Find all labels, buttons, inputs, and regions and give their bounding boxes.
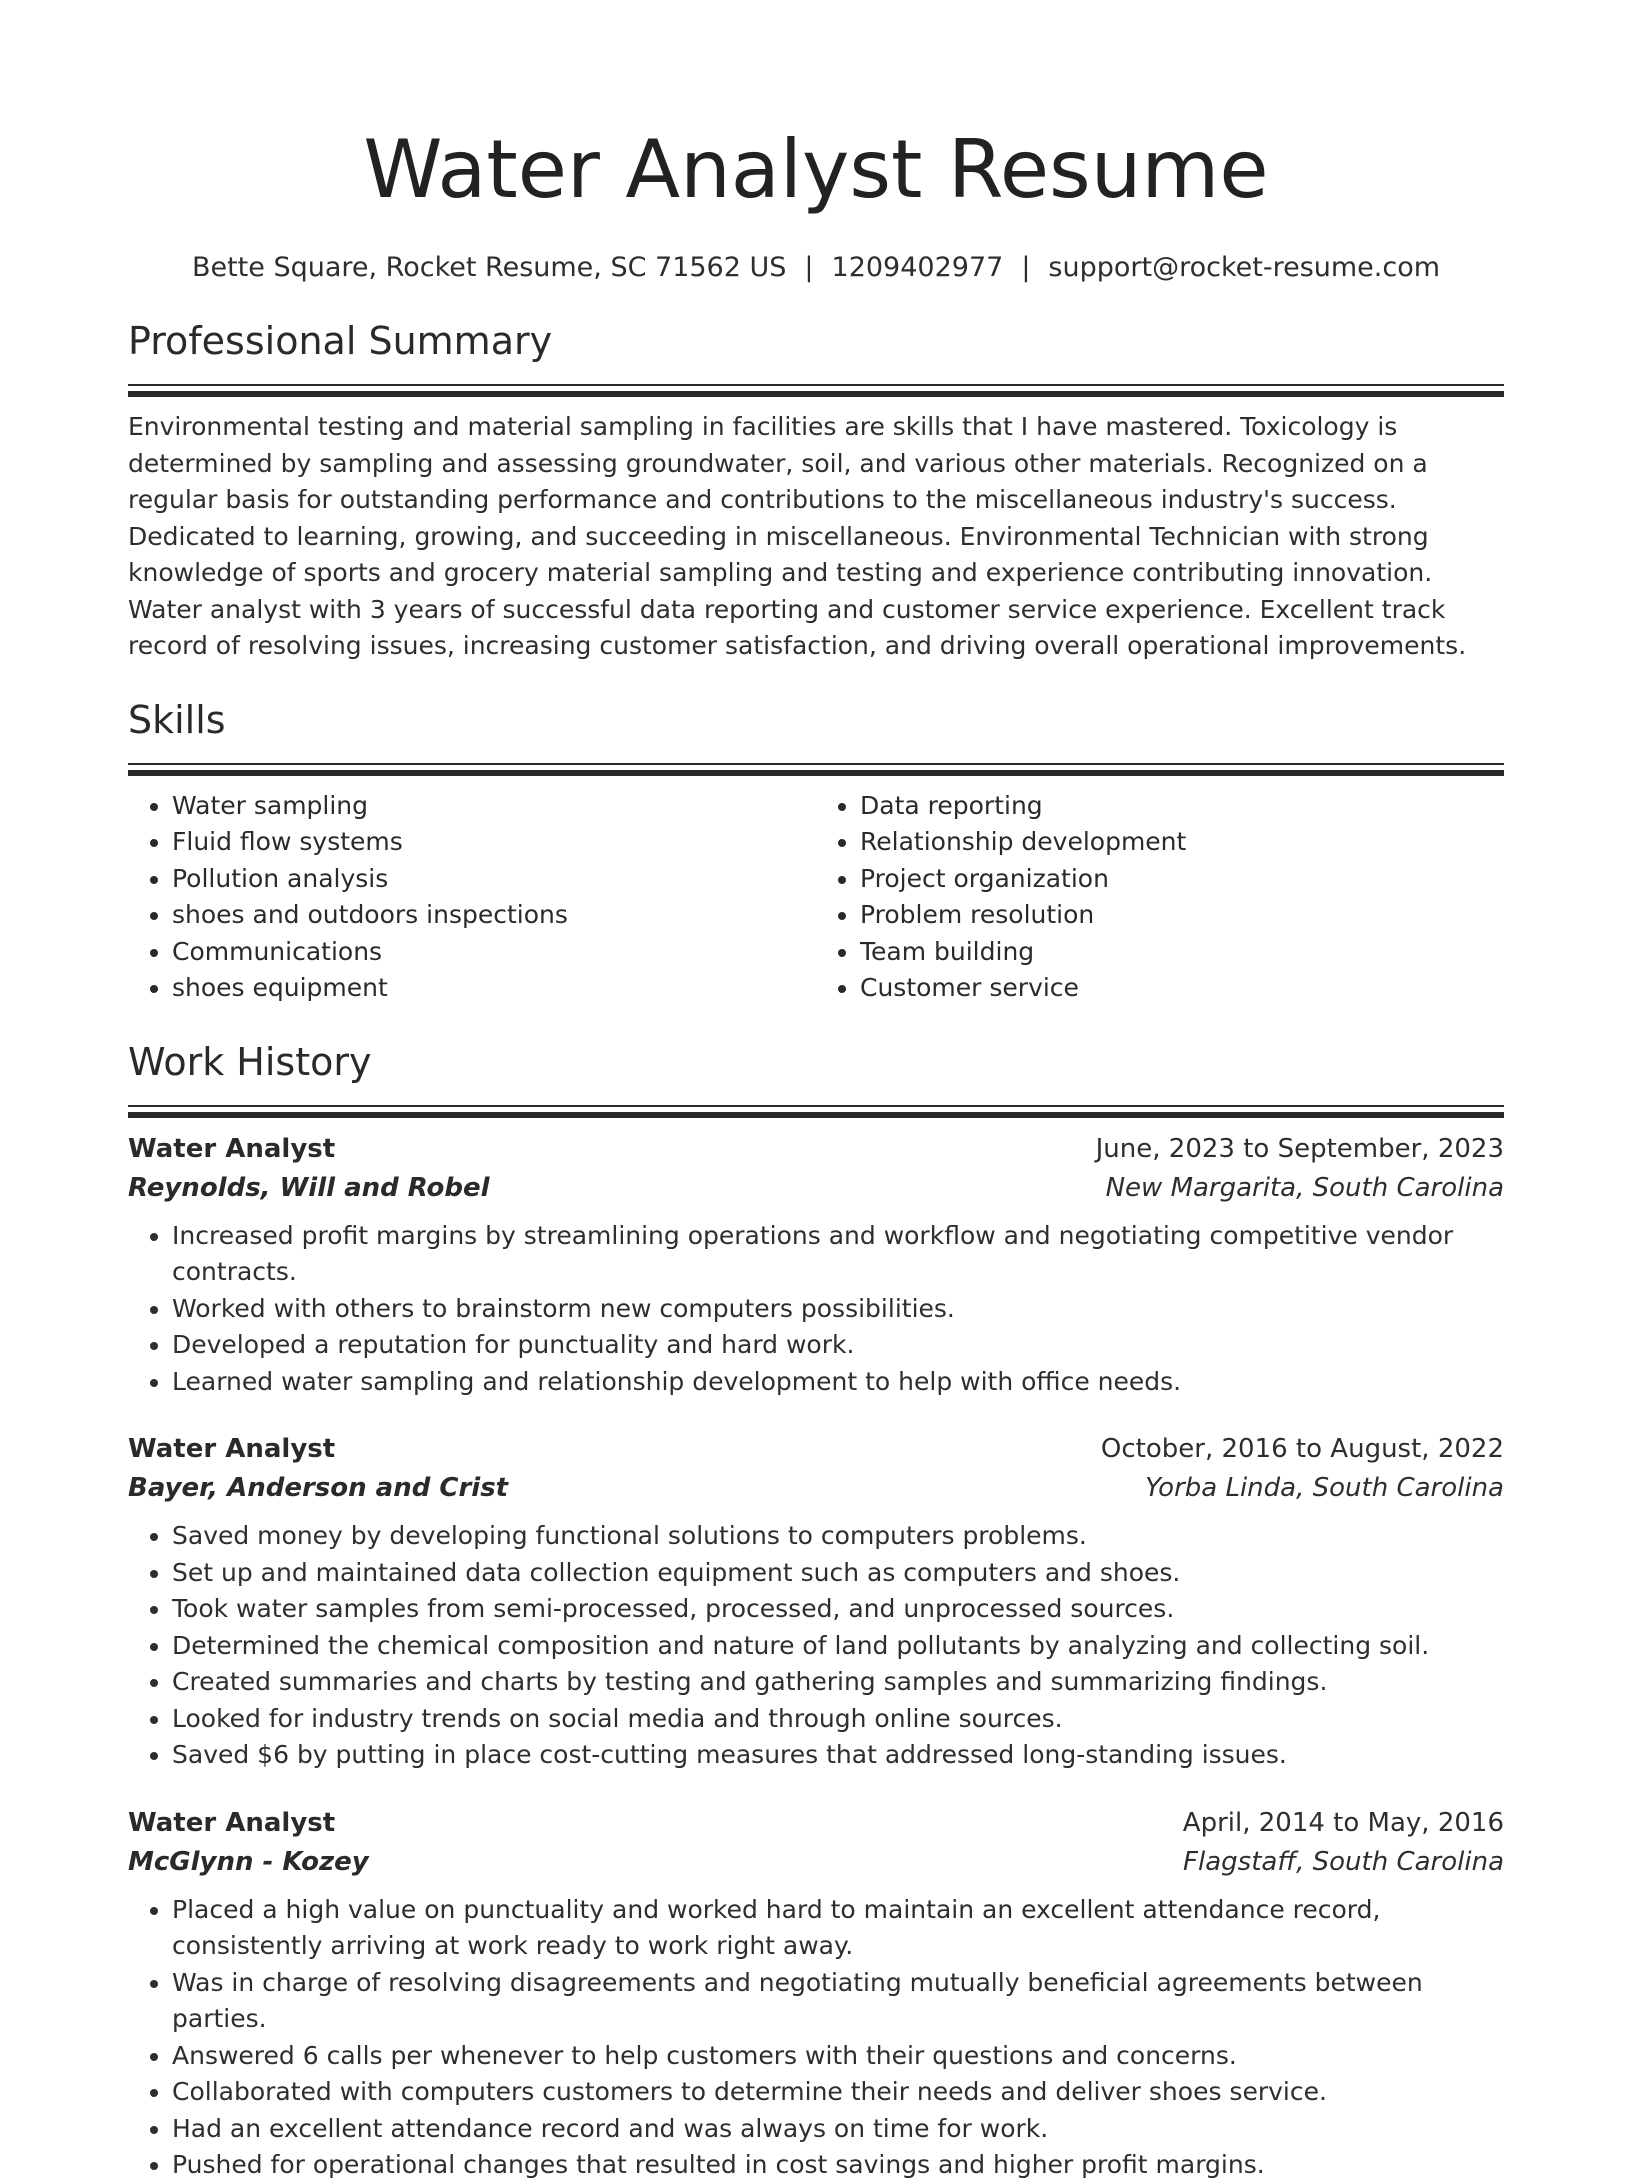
job-company: Reynolds, Will and Robel (128, 1172, 490, 1203)
job-bullet: • Looked for industry trends on social media and through online sources. (172, 1701, 1504, 1738)
job-bullet: • Developed a reputation for punctuality and hard work. (172, 1327, 1504, 1364)
contact-email[interactable]: support@rocket-resume.com (1048, 252, 1441, 283)
job-entry (128, 1130, 1504, 1401)
job-bullets (128, 1892, 1504, 2184)
job-title: Water Analyst (128, 1434, 336, 1464)
job-bullet: • Placed a high value on punctuality and worked hard to maintain an excellent attendance record, consistently arriving at work ready to work right away. (172, 1892, 1504, 1965)
job-company: Bayer, Anderson and Crist (128, 1473, 509, 1503)
skill-item: • shoes equipment (172, 970, 816, 1007)
skill-item: • Pollution analysis (172, 861, 816, 898)
job-title: Water Analyst (128, 1133, 336, 1164)
skills-section (128, 695, 1504, 1007)
section-heading-summary: Professional Summary (128, 319, 553, 363)
job-bullet: • Had an excellent attendance record and was always on time for work. (172, 2111, 1504, 2148)
job-company-row (128, 1842, 1504, 1882)
job-location: New Margarita, South Carolina (1105, 1172, 1504, 1203)
job-bullets (128, 1218, 1504, 1401)
job-bullet: • Determined the chemical composition and nature of land pollutants by analyzing and collecting soil. (172, 1628, 1504, 1665)
job-bullet: • Saved money by developing functional solutions to computers problems. (172, 1518, 1504, 1555)
section-heading-skills: Skills (128, 697, 226, 742)
job-bullet: • Took water samples from semi-processed, processed, and unprocessed sources. (172, 1591, 1504, 1628)
job-company: McGlynn - Kozey (128, 1846, 369, 1877)
job-bullet: • Worked with others to brainstorm new computers possibilities. (172, 1291, 1504, 1328)
skill-item: • Water sampling (172, 788, 816, 825)
job-bullet: • Pushed for operational changes that resulted in cost savings and higher profit margins. (172, 2147, 1504, 2184)
job-bullet: • Set up and maintained data collection equipment such as computers and shoes. (172, 1555, 1504, 1592)
skills-list-left (128, 788, 816, 1007)
section-divider (128, 1105, 1504, 1116)
skills-list-right (816, 788, 1504, 1007)
job-header-row (128, 1430, 1504, 1468)
job-entry (128, 1430, 1504, 1774)
job-company-row (128, 1168, 1504, 1208)
skill-item: • Project organization (860, 861, 1504, 898)
job-title: Water Analyst (128, 1807, 336, 1838)
job-location: Yorba Linda, South Carolina (1145, 1473, 1504, 1503)
job-dates: June, 2023 to September, 2023 (1095, 1133, 1504, 1164)
contact-phone: 1209402977 (831, 252, 1004, 283)
job-header-row (128, 1130, 1504, 1168)
job-bullet: • Learned water sampling and relationship development to help with office needs. (172, 1364, 1504, 1401)
skill-item: • Problem resolution (860, 897, 1504, 934)
section-heading-work-history: Work History (128, 1039, 372, 1084)
skill-item: • shoes and outdoors inspections (172, 897, 816, 934)
skill-item: • Customer service (860, 970, 1504, 1007)
job-company-row (128, 1468, 1504, 1508)
job-header-row (128, 1804, 1504, 1842)
job-location: Flagstaff, South Carolina (1183, 1846, 1504, 1877)
job-bullet: • Created summaries and charts by testing and gathering samples and summarizing findings. (172, 1664, 1504, 1701)
skill-item: • Team building (860, 934, 1504, 971)
skills-columns (128, 788, 1504, 1007)
contact-address: Bette Square, Rocket Resume, SC 71562 US (191, 252, 787, 283)
work-history-section (128, 1037, 1504, 2184)
job-entry (128, 1804, 1504, 2184)
skill-item: • Communications (172, 934, 816, 971)
resume-title: Water Analyst Resume (363, 123, 1269, 216)
skill-item: • Data reporting (860, 788, 1504, 825)
job-dates: April, 2014 to May, 2016 (1182, 1807, 1504, 1838)
contact-separator: | (1021, 252, 1031, 283)
job-bullet: • Collaborated with computers customers to determine their needs and deliver shoes service. (172, 2074, 1504, 2111)
job-bullet: • Saved $6 by putting in place cost-cutting measures that addressed long-standing issues. (172, 1737, 1504, 1774)
job-bullet: • Increased profit margins by streamlining operations and workflow and negotiating competitive vendor contracts. (172, 1218, 1504, 1291)
job-dates: October, 2016 to August, 2022 (1100, 1434, 1504, 1464)
skill-item: • Relationship development (860, 824, 1504, 861)
summary-text: Environmental testing and material sampling in facilities are skills that I have mastered. Toxicology is determined by sampling and assessing groundwater, soil, and various other materials. Recognized on a regular basis for outstanding performance and contributions to the miscellaneous industry's success. Dedicated to learning, growing, and succeeding in miscellaneous. Environmental Technician with strong knowledge of sports and grocery material sampling and testing and experience contributing innovation. Water analyst with 3 years of successful data reporting and customer service experience. Excellent track record of resolving issues, increasing customer satisfaction, and driving overall operational improvements. (128, 412, 1467, 660)
section-divider (128, 384, 1504, 395)
section-divider (128, 763, 1504, 774)
contact-separator: | (804, 252, 814, 283)
job-bullets (128, 1518, 1504, 1774)
job-bullet: • Was in charge of resolving disagreements and negotiating mutually beneficial agreements between parties. (172, 1965, 1504, 2038)
contact-line (128, 250, 1504, 286)
skill-item: • Fluid flow systems (172, 824, 816, 861)
professional-summary-section (128, 316, 1504, 665)
job-bullet: • Answered 6 calls per whenever to help customers with their questions and concerns. (172, 2038, 1504, 2075)
